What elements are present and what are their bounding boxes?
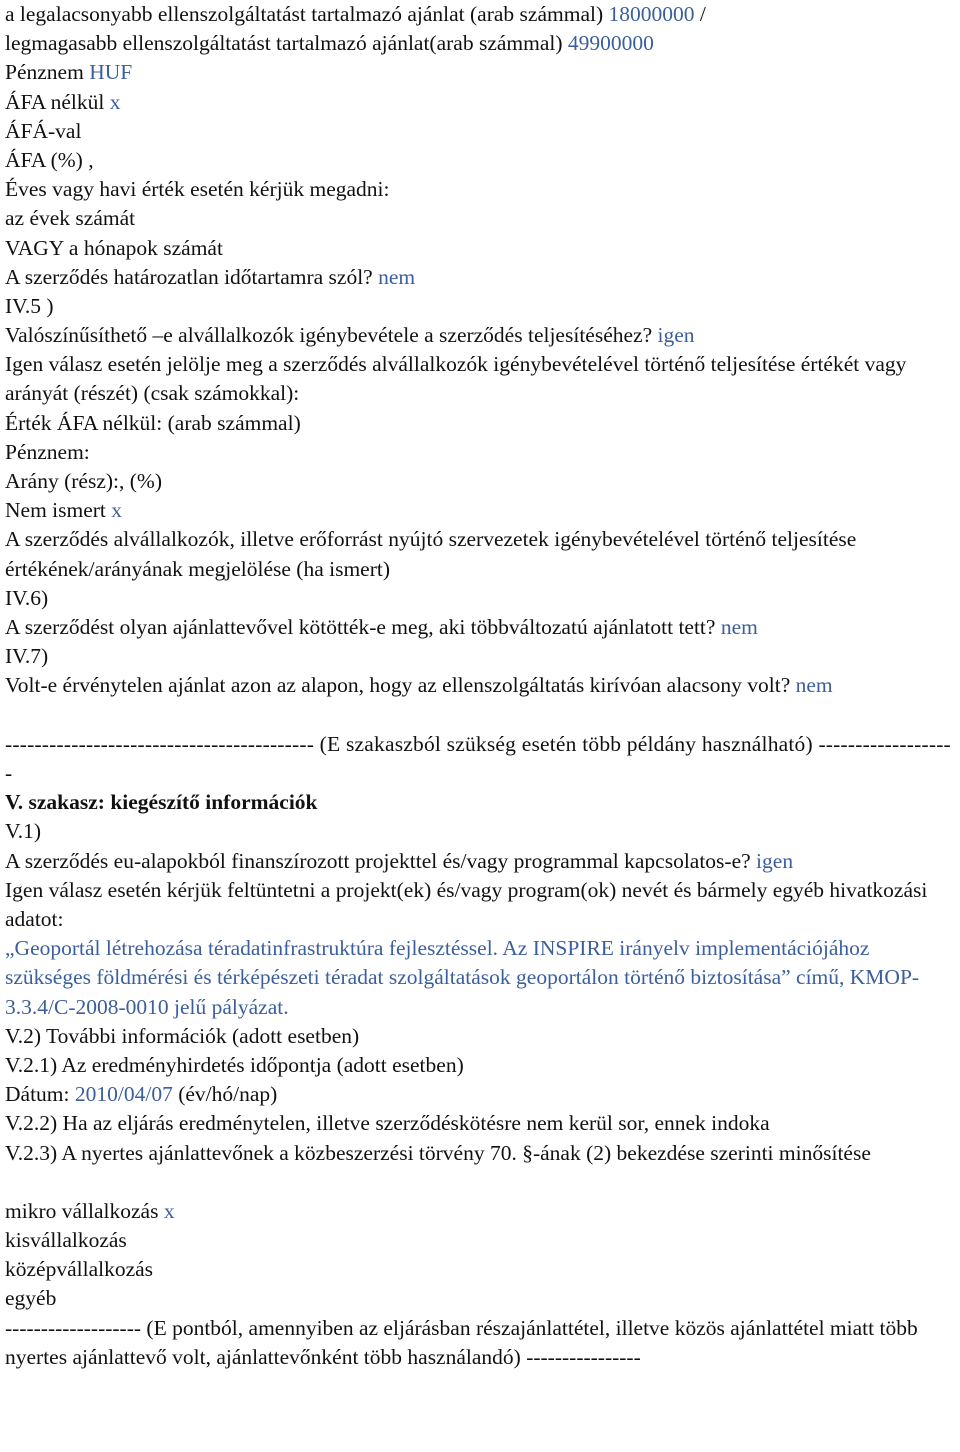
vat-percent-line bbox=[5, 146, 955, 175]
iv6-answer: nem bbox=[720, 615, 758, 639]
v1-project-name: „Geoportál létrehozása téradatinfrastruktúra fejlesztéssel. Az INSPIRE irányelv implementációjához szükséges földmérési és térképészeti téradat szolgáltatások geoportálon történő biztosítása” című, KMOP-3.3.4/C-2008-0010 jelű pályázat. bbox=[5, 936, 920, 1019]
highest-offer-label: legmagasabb ellenszolgáltatást tartalmazó ajánlat(arab számmal) bbox=[5, 31, 563, 56]
v22-heading-text: V.2.2) Ha az eljárás eredménytelen, illetve szerződéskötésre nem kerül sor, ennek indoka bbox=[5, 1111, 770, 1136]
v22-heading bbox=[5, 1109, 955, 1138]
v21-heading-text: V.2.1) Az eredményhirdetés időpontja (adott esetben) bbox=[5, 1052, 464, 1077]
micro-line bbox=[5, 1197, 955, 1226]
unknown-label: Nem ismert bbox=[5, 498, 106, 523]
v2-heading bbox=[5, 1022, 955, 1051]
months-line bbox=[5, 234, 955, 263]
currency-value: HUF bbox=[89, 60, 133, 85]
iv7-heading bbox=[5, 642, 955, 671]
medium-label: középvállalkozás bbox=[5, 1257, 154, 1282]
v1-instruction: Igen válasz esetén kérjük feltüntetni a projekt(ek) és/vagy program(ok) nevét és bármely egyéb hivatkozási adatot: bbox=[5, 877, 928, 931]
iv5-question-line bbox=[5, 321, 955, 350]
years-line bbox=[5, 204, 955, 233]
iv6-question: A szerződést olyan ajánlattevővel kötötték-e meg, aki többváltozatú ajánlatott tett? bbox=[5, 615, 716, 639]
v1-heading bbox=[5, 817, 955, 846]
iv7-heading-text: IV.7) bbox=[5, 644, 49, 669]
iv7-answer: nem bbox=[795, 673, 833, 698]
lowest-offer-line bbox=[5, 0, 955, 29]
iv5-heading bbox=[5, 292, 955, 321]
value-label: Érték ÁFA nélkül: (arab számmal) bbox=[5, 410, 301, 435]
highest-offer-value: 49900000 bbox=[567, 31, 654, 56]
v1-question: A szerződés eu-alapokból finanszírozott projekttel és/vagy programmal kapcsolatos-e? bbox=[5, 848, 751, 873]
vat-excluded-line bbox=[5, 88, 955, 117]
currency2-line bbox=[5, 438, 955, 467]
highest-offer-line bbox=[5, 29, 955, 58]
spacer-2 bbox=[5, 1168, 955, 1197]
iv7-question: Volt-e érvénytelen ajánlat azon az alapon, hogy az ellenszolgáltatás kirívóan alacsony volt? bbox=[5, 673, 791, 698]
separator-line-1: ------------------------------------------ (E szakaszból szükség esetén több példány használható) ------------------- bbox=[5, 731, 951, 785]
ratio-label: Arány (rész):, (%) bbox=[5, 469, 162, 494]
lowest-offer-value: 18000000 bbox=[608, 2, 695, 26]
v1-heading-text: V.1) bbox=[5, 819, 42, 844]
micro-label: mikro vállalkozás bbox=[5, 1198, 159, 1223]
document-page bbox=[5, 0, 955, 1372]
indefinite-line bbox=[5, 263, 955, 292]
annual-value-line bbox=[5, 175, 955, 204]
iv5-instruction: Igen válasz esetén jelölje meg a szerződés alvállalkozók igénybevételével történő teljesítése értékét vagy arányát (részét) (csak számokkal): bbox=[5, 352, 907, 406]
lowest-offer-label: a legalacsonyabb ellenszolgáltatást tartalmazó ajánlat (arab számmal) bbox=[5, 2, 604, 26]
other-label: egyéb bbox=[5, 1286, 57, 1311]
vat-included-line bbox=[5, 117, 955, 146]
medium-line bbox=[5, 1255, 955, 1284]
v21-heading bbox=[5, 1051, 955, 1080]
vat-excluded-mark: x bbox=[109, 89, 121, 114]
value-line bbox=[5, 409, 955, 438]
iv7-question-block bbox=[5, 671, 955, 700]
iv6-heading-text: IV.6) bbox=[5, 585, 49, 610]
section5-title bbox=[5, 788, 955, 817]
currency-label: Pénznem bbox=[5, 60, 84, 85]
v1-answer: igen bbox=[756, 848, 794, 873]
subcontract-note: A szerződés alvállalkozók, illetve erőforrást nyújtó szervezetek igénybevételével történő teljesítése értékének/arányának megjelölése (ha ismert) bbox=[5, 527, 857, 581]
annual-value-label: Éves vagy havi érték esetén kérjük megadni: bbox=[5, 177, 390, 202]
small-line bbox=[5, 1226, 955, 1255]
iv6-question-line bbox=[5, 613, 955, 642]
iv5-heading-text: IV.5 ) bbox=[5, 293, 54, 318]
vat-excluded-label: ÁFA nélkül bbox=[5, 89, 105, 114]
other-line bbox=[5, 1284, 955, 1313]
vat-included-label: ÁFÁ-val bbox=[5, 118, 82, 143]
unknown-line bbox=[5, 496, 955, 525]
micro-mark: x bbox=[163, 1198, 175, 1223]
iv5-answer: igen bbox=[657, 323, 695, 348]
separator-line-2: ------------------- (E pontból, amennyiben az eljárásban részajánlattétel, illetve közös ajánlattétel miatt több nyertes ajánlattevő volt, ajánlattevőnként több használandó) ---------------- bbox=[5, 1315, 918, 1369]
section5-title-text: V. szakasz: kiegészítő információk bbox=[5, 790, 318, 815]
date-line bbox=[5, 1080, 955, 1109]
slash-separator: / bbox=[699, 2, 706, 26]
months-label: VAGY a hónapok számát bbox=[5, 235, 223, 260]
date-label: Dátum: bbox=[5, 1082, 70, 1107]
iv5-question: Valószínűsíthető –e alvállalkozók igénybevétele a szerződés teljesítéséhez? bbox=[5, 323, 653, 348]
date-format: (év/hó/nap) bbox=[178, 1082, 278, 1107]
v1-question-line bbox=[5, 847, 955, 876]
iv6-heading bbox=[5, 584, 955, 613]
v2-heading-text: V.2) További információk (adott esetben) bbox=[5, 1023, 360, 1048]
currency2-label: Pénznem: bbox=[5, 439, 90, 464]
unknown-mark: x bbox=[111, 498, 123, 523]
indefinite-label: A szerződés határozatlan időtartamra szól? bbox=[5, 264, 373, 289]
date-value: 2010/04/07 bbox=[74, 1082, 173, 1107]
indefinite-value: nem bbox=[378, 264, 416, 289]
years-label: az évek számát bbox=[5, 206, 136, 231]
ratio-line bbox=[5, 467, 955, 496]
small-label: kisvállalkozás bbox=[5, 1228, 127, 1253]
spacer bbox=[5, 701, 955, 730]
currency-line bbox=[5, 58, 955, 87]
vat-percent-label: ÁFA (%) , bbox=[5, 147, 94, 172]
v23-heading: V.2.3) A nyertes ajánlattevőnek a közbeszerzési törvény 70. §-ának (2) bekezdése szerinti minősítése bbox=[5, 1140, 871, 1165]
